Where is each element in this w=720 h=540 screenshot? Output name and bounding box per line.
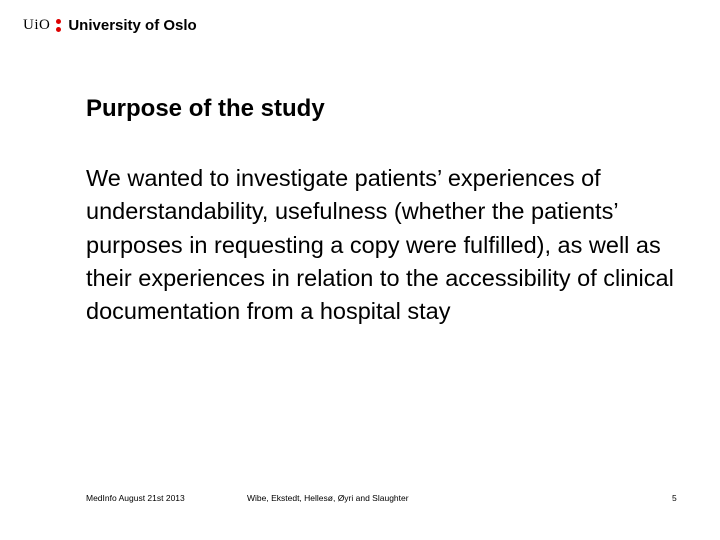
university-logo — [23, 14, 197, 36]
slide-title: Purpose of the study — [86, 95, 325, 122]
logo-university-name: University of Oslo — [68, 16, 197, 34]
page-number: 5 — [672, 493, 677, 503]
slide-body-text: We wanted to investigate patients’ experiences of understandability, usefulness (whether the patients’ purposes in requesting a copy were fulfilled), as well as their experiences in relation to the accessibility of clinical documentation from a hospital stay — [86, 165, 674, 325]
logo-dots-icon — [56, 19, 61, 32]
footer-authors: Wibe, Ekstedt, Hellesø, Øyri and Slaughter — [247, 493, 409, 503]
logo-abbreviation: UiO — [23, 16, 51, 33]
footer-event: MedInfo August 21st 2013 — [86, 493, 185, 503]
